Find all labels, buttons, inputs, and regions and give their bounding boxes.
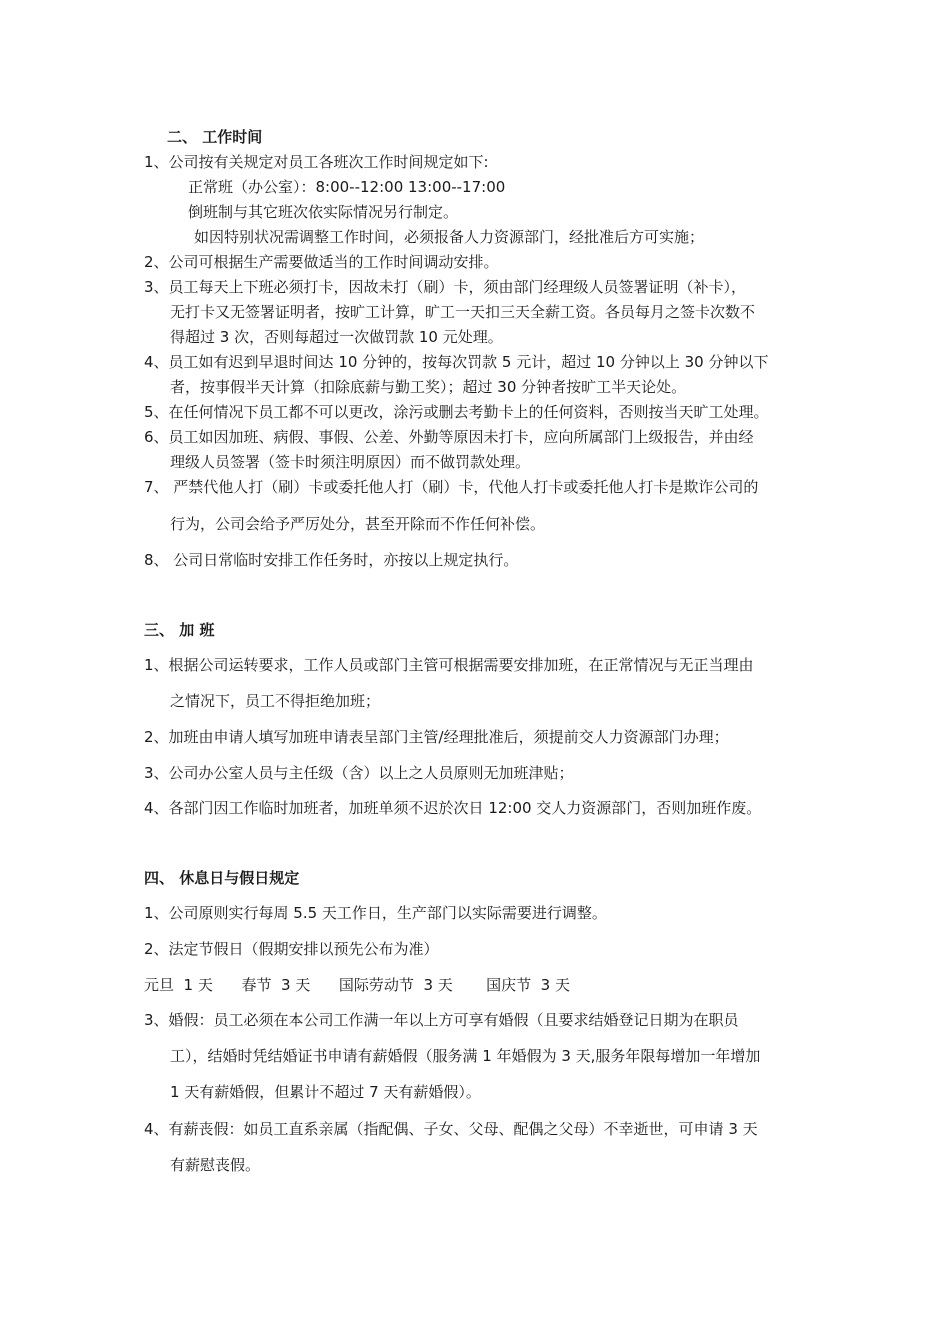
paragraph-line: 5、在任何情况下员工都不可以更改，涂污或删去考勤卡上的任何资料，否则按当天旷工处理。 [144,403,769,421]
section-heading: 三、 加 班 [144,621,215,639]
paragraph-line: 3、公司办公室人员与主任级（含）以上之人员原则无加班津贴； [144,764,574,782]
paragraph-line: 理级人员签署（签卡时须注明原因）而不做罚款处理。 [170,453,531,471]
paragraph-line: 8、 公司日常临时安排工作任务时，亦按以上规定执行。 [144,551,519,569]
paragraph-line: 1、根据公司运转要求，工作人员或部门主管可根据需要安排加班，在正常情况与无正当理由 [144,656,754,674]
paragraph-line: 如因特别状况需调整工作时间，必须报备人力资源部门，经批准后方可实施； [194,228,705,246]
paragraph-line: 7、 严禁代他人打（刷）卡或委托他人打（刷）卡，代他人打卡或委托他人打卡是欺诈公司的 [144,478,759,496]
paragraph-line: 1、公司原则实行每周 5.5 天工作日，生产部门以实际需要进行调整。 [144,904,607,922]
paragraph-line: 2、法定节假日（假期安排以预先公布为准） [144,940,439,958]
paragraph-line: 者，按事假半天计算（扣除底薪与勤工奖）；超过 30 分钟者按旷工半天论处。 [170,378,687,396]
paragraph-line: 得超过 3 次，否则每超过一次做罚款 10 元处理。 [170,328,503,346]
paragraph-line: 工），结婚时凭结婚证书申请有薪婚假（服务满 1 年婚假为 3 天,服务年限每增加一年增加 [170,1047,761,1065]
paragraph-line: 正常班（办公室）：8:00--12:00 13:00--17:00 [188,178,506,196]
section-heading: 二、 工作时间 [167,128,263,146]
paragraph-line: 2、加班由申请人填写加班申请表呈部门主管/经理批准后，须提前交人力资源部门办理； [144,728,729,746]
section-heading: 四、 休息日与假日规定 [144,869,300,887]
paragraph-line: 无打卡又无签署证明者，按旷工计算，旷工一天扣三天全薪工资。各员每月之签卡次数不 [170,303,756,321]
paragraph-line: 4、有薪丧假：如员工直系亲属（指配偶、子女、父母、配偶之父母）不幸逝世，可申请 3 天 [144,1120,758,1138]
paragraph-line: 之情况下，员工不得拒绝加班； [170,692,381,710]
paragraph-line: 倒班制与其它班次依实际情况另行制定。 [188,203,459,221]
paragraph-line: 4、各部门因工作临时加班者，加班单须不迟於次日 12:00 交人力资源部门，否则加班作废。 [144,799,762,817]
paragraph-line: 2、公司可根据生产需要做适当的工作时间调动安排。 [144,253,499,271]
holiday-list: 元旦 1 天 春节 3 天 国际劳动节 3 天 国庆节 3 天 [144,976,570,994]
paragraph-line: 4、员工如有迟到早退时间达 10 分钟的，按每次罚款 5 元计，超过 10 分钟以上 30 分钟以下 [144,353,769,371]
paragraph-line: 1 天有薪婚假，但累计不超过 7 天有薪婚假）。 [170,1083,481,1101]
paragraph-line: 1、公司按有关规定对员工各班次工作时间规定如下: [144,153,489,171]
paragraph-line: 行为，公司会给予严厉处分，甚至开除而不作任何补偿。 [170,515,546,533]
paragraph-line: 3、婚假：员工必须在本公司工作满一年以上方可享有婚假（且要求结婚登记日期为在职员 [144,1011,739,1029]
paragraph-line: 有薪慰丧假。 [170,1156,261,1174]
paragraph-line: 3、员工每天上下班必须打卡，因故未打（刷）卡，须由部门经理级人员签署证明（补卡）， [144,278,747,296]
paragraph-line: 6、员工如因加班、病假、事假、公差、外勤等原因未打卡，应向所属部门上级报告，并由经 [144,428,754,446]
